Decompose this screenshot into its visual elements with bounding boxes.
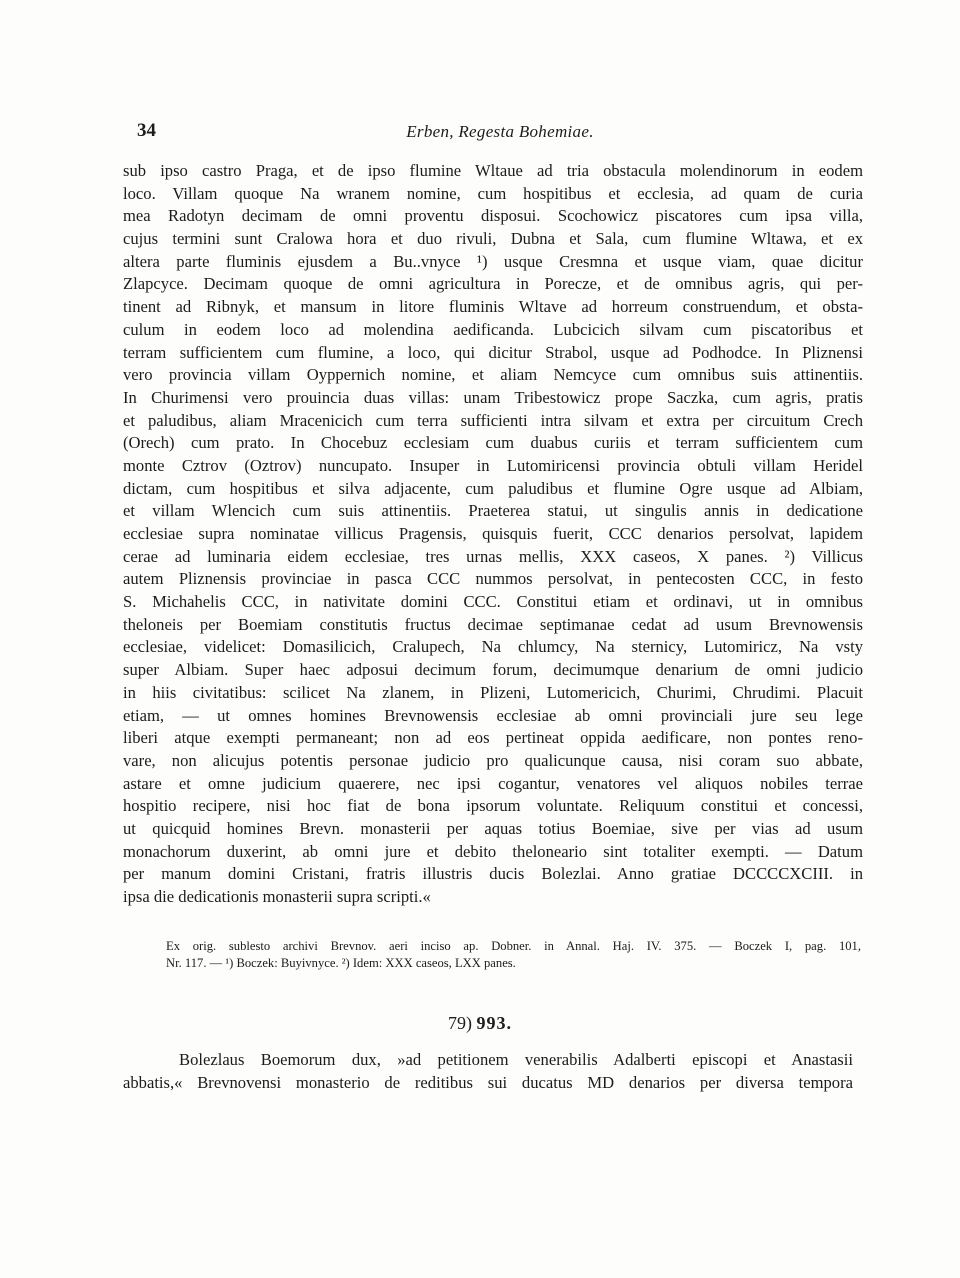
text-line: et villam Wlencich cum suis attinentiis. Praeterea statui, ut singulis annis in dedicatione xyxy=(123,501,863,521)
text-line: altera parte fluminis ejusdem a Bu..vnyce ¹) usque Cresmna et usque viam, quae dicitur xyxy=(123,251,863,271)
text-line: etiam, — ut omnes homines Brevnowensis ecclesiae ab omni provinciali jure seu lege xyxy=(123,705,863,725)
text-line: mea Radotyn decimam de omni proventu disposui. Scochowicz piscatores cum ipsa villa, xyxy=(123,206,863,226)
running-title: Erben, Regesta Bohemiae. xyxy=(406,122,594,141)
text-line: S. Michahelis CCC, in nativitate domini CCC. Constitui etiam et ordinavi, ut in omnibus xyxy=(123,592,863,612)
text-line: (Orech) cum prato. In Chocebuz ecclesiam cum duabus curiis et terram sufficientem cum xyxy=(123,433,863,453)
footnote-line: Nr. 117. — ¹) Boczek: Buyivnyce. ²) Idem: XXX caseos, LXX panes. xyxy=(166,956,516,970)
text-line: ut quicquid homines Brevn. monasterii per aquas totius Boemiae, sive per vias ad usum xyxy=(123,818,863,838)
text-line: in hiis civitatibus: scilicet Na zlanem, in Plizeni, Lutomericich, Churimi, Chrudimi. Placuit xyxy=(123,682,863,702)
entry-heading xyxy=(0,1013,960,1034)
text-line: ipsa die dedicationis monasterii supra scripti.« xyxy=(123,887,431,906)
entry-text xyxy=(123,1049,853,1094)
text-line: vero provincia villam Oyppernich nomine, et aliam Nemcyce cum omnibus suis attinentiis. xyxy=(123,365,863,385)
entry-number: 79) xyxy=(448,1013,472,1033)
text-line: theloneis per Boemiam constitutis fructus decimae septimanae cedat ad usum Brevnowensis xyxy=(123,614,863,634)
page-number: 34 xyxy=(137,120,156,141)
text-line: dictam, cum hospitibus et silva adjacente, cum paludibus et flumine Ogre usque ad Albiam, xyxy=(123,478,863,498)
text-line: In Churimensi vero prouincia duas villas: unam Tribestowicz prope Saczka, cum agris, pratis xyxy=(123,387,863,407)
text-line: ecclesiae supra nominatae villicus Pragensis, quisquis fuerit, CCC denarios persolvat, lapidem xyxy=(123,524,863,543)
text-line: Zlapcyce. Decimam quoque de omni agricultura in Porecze, et de omnibus agris, qui per- xyxy=(123,274,863,294)
text-line: astare et omne judicium quaerere, nec ipsi cogantur, venatores vel aliquos nobiles terrae xyxy=(123,773,863,793)
page-header xyxy=(137,116,863,146)
text-line: monte Cztrov (Oztrov) nuncupato. Insuper in Lutomiricensi provincia obtuli villam Heridel xyxy=(123,455,863,475)
text-line: hospitio recipere, nisi hoc fiat de bona ipsorum voluntate. Reliquum constitui et concessi, xyxy=(123,796,863,816)
footnote-line: Ex orig. sublesto archivi Brevnov. aeri inciso ap. Dobner. in Annal. Haj. IV. 375. — Boczek I, pag. 101, xyxy=(166,939,861,953)
text-line: terram sufficientem cum flumine, a loco, qui dicitur Strabol, usque ad Podhodce. In Pliznensi xyxy=(123,342,863,362)
text-line: super Albiam. Super haec adposui decimum forum, decimumque denarium de omni judicio xyxy=(123,660,863,680)
entry-line: Bolezlaus Boemorum dux, »ad petitionem venerabilis Adalberti episcopi et Anastasii xyxy=(179,1050,853,1069)
text-line: ecclesiae, videlicet: Domasilicich, Cralupech, Na chlumcy, Na sternicy, Lutomiricz, Na vsty xyxy=(123,637,863,657)
text-line: sub ipso castro Praga, et de ipso flumine Wltaue ad tria obstacula molendinorum in eodem xyxy=(123,161,863,180)
main-text xyxy=(123,160,863,909)
text-line: culum in eodem loco ad molendina aedificanda. Lubcicich silvam cum piscatoribus et xyxy=(123,319,863,339)
text-line: autem Pliznensis provinciae in pasca CCC nummos persolvat, in pentecosten CCC, in festo xyxy=(123,569,863,589)
text-line: cerae ad luminaria eidem ecclesiae, tres urnas mellis, XXX caseos, X panes. ²) Villicus xyxy=(123,546,863,566)
text-line: liberi atque exempti permaneant; non ad eos pertineat oppida aedificare, non pontes reno- xyxy=(123,728,863,748)
text-line: vare, non alicujus potentis personae judicio pro qualicunque causa, nisi coram suo abbate, xyxy=(123,750,863,770)
text-line: tinent ad Ribnyk, et mansum in litore fluminis Wltave ad horreum construendum, et obsta- xyxy=(123,297,863,317)
footnotes xyxy=(166,938,861,972)
text-line: loco. Villam quoque Na wranem nomine, cum hospitibus et ecclesia, ad quam de curia xyxy=(123,183,863,203)
text-line: monachorum duxerint, ab omni jure et debito theloneario sint totaliter exempti. — Datum xyxy=(123,841,863,861)
entry-line: abbatis,« Brevnovensi monasterio de reditibus sui ducatus MD denarios per diversa tempora xyxy=(123,1072,853,1092)
text-line: et paludibus, aliam Mracenicich cum terra sufficienti intra silvam et extra per circuitum Crech xyxy=(123,410,863,430)
entry-year: 993. xyxy=(476,1013,512,1033)
text-line: per manum domini Cristani, fratris illustris ducis Bolezlai. Anno gratiae DCCCCXCIII. in xyxy=(123,864,863,884)
text-line: cujus termini sunt Cralowa hora et duo rivuli, Dubna et Sala, cum flumine Wltawa, et ex xyxy=(123,229,863,249)
